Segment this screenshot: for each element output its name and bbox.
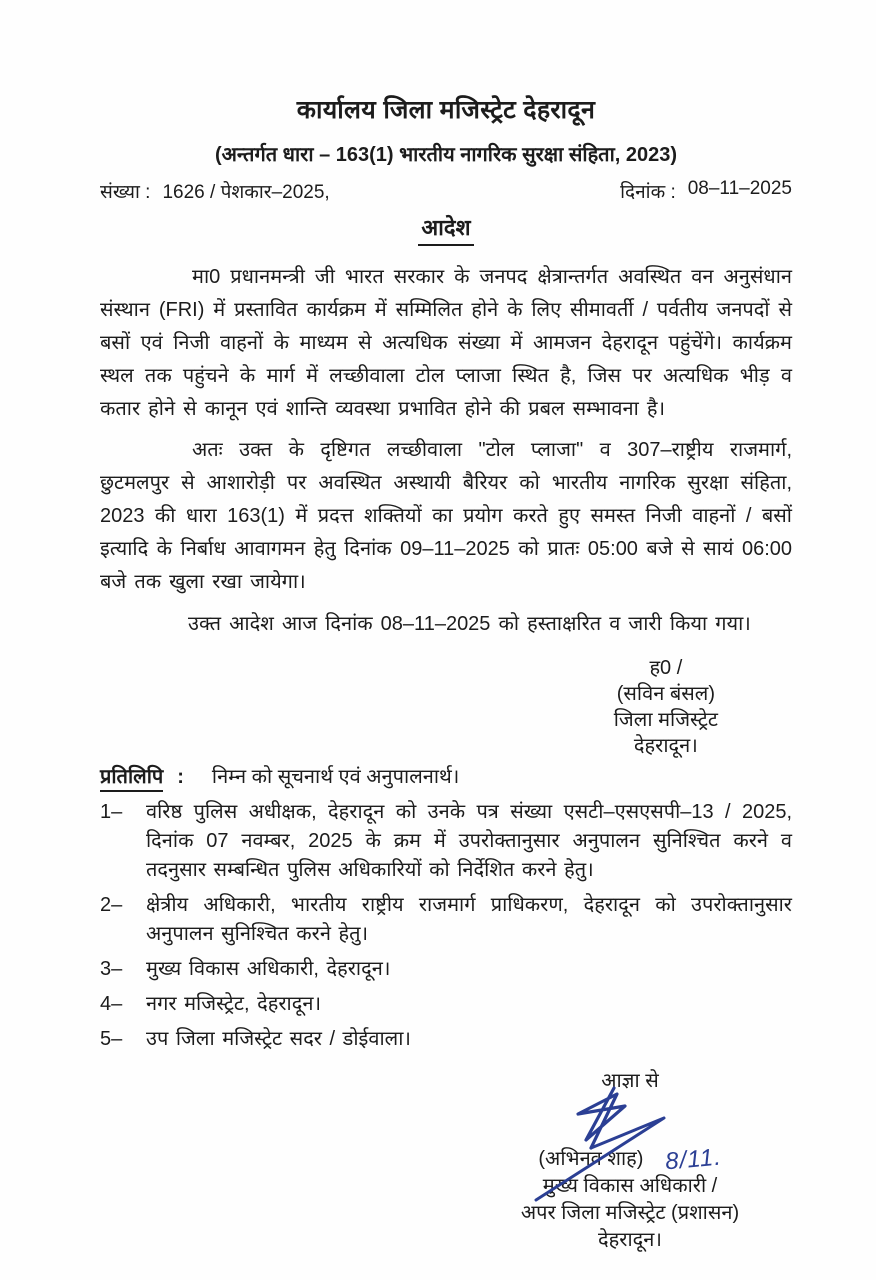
order-paragraph-2: अतः उक्त के दृष्टिगत लच्छीवाला "टोल प्लाजा" व 307–राष्ट्रीय राजमार्ग, छुटमलपुर से आशारोड़ी पर अवस्थित अस्थायी बैरियर को भारतीय नागरिक सुरक्षा संहिता, 2023 की धारा 163(1) में प्रदत्त शक्तियों का प्रयोग करते हुए समस्त निजी वाहनों / बसों इत्यादि के निर्बाध आवागमन हेतु दिनांक 09–11–2025 को प्रातः 05:00 बजे से सायं 06:00 बजे तक खुला रखा जायेगा। [100, 439, 792, 593]
issue-date-label: दिनांक : [620, 182, 676, 203]
list-item-number: 5– [100, 1028, 123, 1050]
authorizer-name-row [470, 1143, 790, 1176]
list-item-text: क्षेत्रीय अधिकारी, भारतीय राष्ट्रीय राजमार्ग प्राधिकरण, देहरादून को उपरोक्तानुसार अनुपालन सुनिश्चित करने हेतु। [146, 894, 792, 945]
reference-row [100, 178, 792, 204]
signatory-designation: जिला मजिस्ट्रेट [613, 709, 718, 731]
signed-mark: ह0 / [649, 657, 683, 679]
authorizer-designation-2: अपर जिला मजिस्ट्रेट (प्रशासन) [520, 1202, 740, 1224]
list-item-number: 4– [100, 993, 123, 1015]
authorization-byline: आज्ञा से [601, 1070, 659, 1092]
list-item [100, 798, 792, 885]
order-heading [100, 212, 792, 246]
authorizer-designation-1: मुख्य विकास अधिकारी / [542, 1175, 718, 1197]
signatory-block [614, 655, 718, 759]
list-item-number: 3– [100, 958, 123, 980]
authorizer-name: (अभिनव शाह) [538, 1148, 644, 1170]
signatory-name: (सविन बंसल) [616, 683, 716, 705]
handwritten-date: 8/11. [664, 1143, 723, 1176]
issue-date-value: 08–11–2025 [687, 178, 792, 199]
signatory-place: देहरादून। [633, 735, 698, 757]
list-item [100, 1025, 792, 1054]
order-heading-text: आदेश [418, 212, 473, 246]
reference-number [100, 178, 330, 204]
reference-number-label: संख्या : [100, 182, 151, 203]
list-item-text: मुख्य विकास अधिकारी, देहरादून। [146, 958, 391, 980]
authorizer-place: देहरादून। [598, 1229, 662, 1251]
reference-number-value: 1626 / पेशकार–2025, [162, 182, 330, 203]
office-title: कार्यालय जिला मजिस्ट्रेट देहरादून [296, 96, 596, 124]
list-item-text: उप जिला मजिस्ट्रेट सदर / डोईवाला। [146, 1028, 411, 1050]
list-item-number: 1– [100, 801, 123, 823]
copy-to-colon: : [177, 766, 184, 788]
list-item [100, 955, 792, 984]
statute-subtitle: (अन्तर्गत धारा – 163(1) भारतीय नागरिक सुरक्षा संहिता, 2023) [214, 144, 678, 166]
order-paragraph-3: उक्त आदेश आज दिनांक 08–11–2025 को हस्ताक्षरित व जारी किया गया। [188, 613, 751, 635]
list-item-text: वरिष्ठ पुलिस अधीक्षक, देहरादून को उनके पत्र संख्या एसटी–एसएसपी–13 / 2025, दिनांक 07 नवम्बर, 2025 के क्रम में उपरोक्तानुसार अनुपालन सुनिश्चित करने व तदनुसार सम्बन्धित पुलिस अधिकारियों को निर्देशित करने हेतु। [146, 801, 792, 881]
order-paragraph-1: मा0 प्रधानमन्त्री जी भारत सरकार के जनपद क्षेत्रान्तर्गत अवस्थित वन अनुसंधान संस्थान (FRI) में प्रस्तावित कार्यक्रम में सम्मिलित होने के लिए सीमावर्ती / पर्वतीय जनपदों से बसों एवं निजी वाहनों के माध्यम से अत्यधिक संख्या में आमजन देहरादून पहुंचेंगे। कार्यक्रम स्थल तक पहुंचने के मार्ग में लच्छीवाला टोल प्लाजा स्थित है, जिस पर अत्यधिक भीड़ व कतार होने से कानून एवं शान्ति व्यवस्था प्रभावित होने की प्रबल सम्भावना है। [100, 266, 792, 420]
list-item-number: 2– [100, 894, 123, 916]
copy-to-row [100, 762, 792, 792]
issue-date [620, 178, 792, 204]
list-item [100, 990, 792, 1019]
copy-to-label: प्रतिलिपि [100, 762, 163, 792]
authorization-block [470, 1068, 790, 1254]
copy-to-intro: निम्न को सूचनार्थ एवं अनुपालनार्थ। [211, 766, 460, 788]
list-item [100, 891, 792, 949]
list-item-text: नगर मजिस्ट्रेट, देहरादून। [146, 993, 322, 1015]
copy-to-list [100, 798, 792, 1054]
